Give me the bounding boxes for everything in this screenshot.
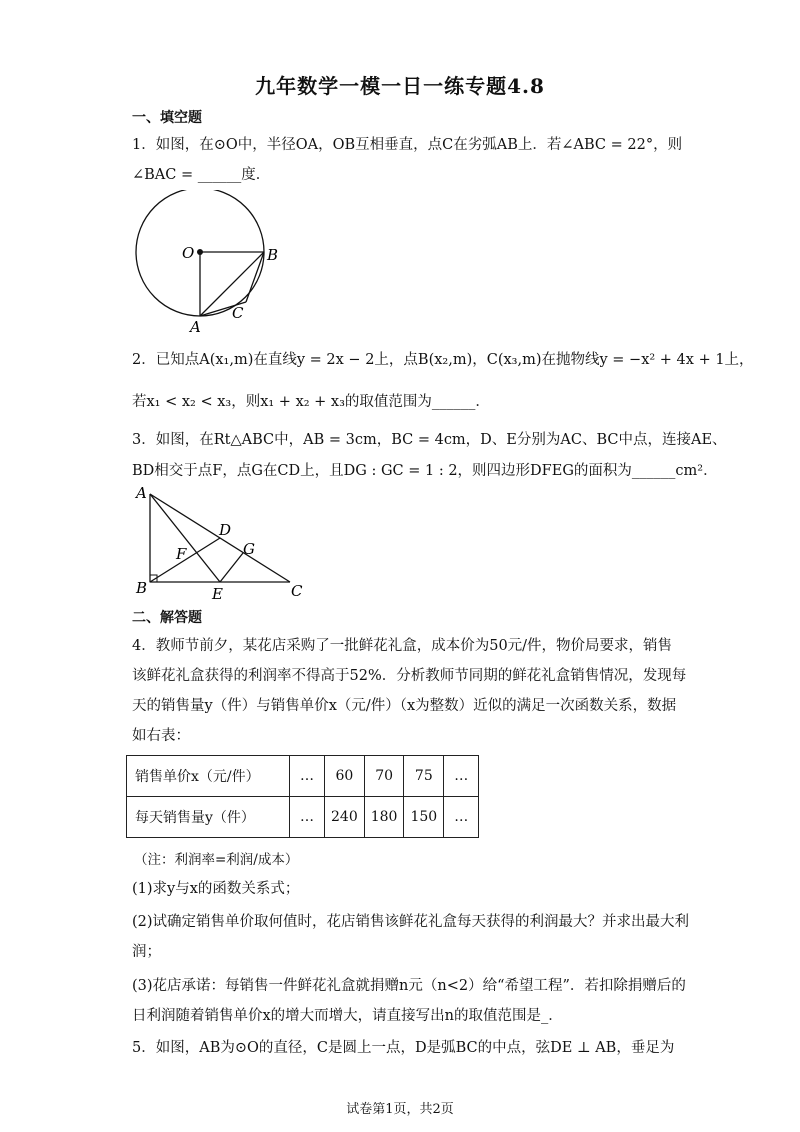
page-footer: 试卷第1页，共2页 — [346, 1102, 454, 1117]
table-cell: … — [290, 797, 325, 838]
table-header-price: 销售单价x（元/件） — [127, 756, 290, 797]
table-cell: 70 — [364, 756, 404, 797]
label-c: C — [232, 304, 244, 322]
table-cell: 60 — [325, 756, 365, 797]
table-cell: … — [290, 756, 325, 797]
label-b: B — [136, 579, 148, 597]
center-point — [197, 249, 203, 255]
q4-part3-line1: (3)花店承诺：每销售一件鲜花礼盒就捐赠n元（n<2）给“希望工程”．若扣除捐赠后的 — [132, 978, 686, 994]
q3-line2: BD相交于点F，点G在CD上，且DG : GC = 1 : 2，则四边形DFEG的面积为______cm²． — [132, 463, 718, 479]
label-c: C — [291, 582, 303, 600]
table-cell: … — [444, 797, 479, 838]
q5-line1: 5．如图，AB为⊙O的直径，C是圆上一点，D是弧BC的中点，弦DE ⊥ AB，垂足为 — [132, 1040, 675, 1056]
table-cell: 75 — [404, 756, 444, 797]
chord-bc — [246, 252, 264, 302]
segment-ae — [150, 494, 220, 582]
page-title: 九年数学一模一日一练专题4.8 — [255, 74, 545, 98]
q3-triangle-figure — [130, 482, 310, 604]
table-cell: 180 — [364, 797, 404, 838]
label-g: G — [243, 540, 255, 558]
q2-line2: 若x₁ < x₂ < x₃，则x₁ + x₂ + x₃的取值范围为______． — [132, 394, 490, 410]
q4-part2-line1: (2)试确定销售单价取何值时，花店销售该鲜花礼盒每天获得的利润最大？并求出最大利 — [132, 914, 690, 930]
q4-line2: 该鲜花礼盒获得的利润率不得高于52%．分析教师节同期的鲜花礼盒销售情况，发现每 — [132, 668, 687, 684]
q4-part1: (1)求y与x的函数关系式； — [132, 881, 300, 897]
table-cell: 240 — [325, 797, 365, 838]
section-heading-fill-blank: 一、填空题 — [132, 110, 202, 126]
label-d: D — [219, 521, 232, 539]
q4-line1: 4．教师节前夕，某花店采购了一批鲜花礼盒，成本价为50元/件，物价局要求，销售 — [132, 638, 673, 654]
table-cell: 150 — [404, 797, 444, 838]
q4-part2-line2: 润； — [132, 944, 161, 960]
q4-line4: 如右表： — [132, 728, 190, 744]
q3-line1: 3．如图，在Rt△ABC中，AB = 3cm，BC = 4cm，D、E分别为AC、BC中点，连接AE、 — [132, 432, 727, 448]
table-row — [127, 756, 479, 797]
q4-line3: 天的销售量y（件）与销售单价x（元/件）（x为整数）近似的满足一次函数关系，数据 — [132, 698, 677, 714]
q1-line2: ∠BAC = ______度． — [132, 167, 271, 183]
table-cell: … — [444, 756, 479, 797]
q1-line1: 1．如图，在⊙O中，半径OA，OB互相垂直，点C在劣弧AB上．若∠ABC = 22°，则 — [132, 137, 683, 153]
label-e: E — [212, 585, 223, 603]
label-b: B — [267, 246, 278, 264]
label-o: O — [182, 244, 195, 262]
label-a: A — [190, 318, 201, 336]
section-heading-answer: 二、解答题 — [132, 610, 202, 626]
q4-data-table — [126, 755, 479, 838]
q1-circle-figure — [128, 190, 278, 340]
table-header-quantity: 每天销售量y（件） — [127, 797, 290, 838]
q4-part3-line2: 日利润随着销售单价x的增大而增大，请直接写出n的取值范围是_． — [132, 1008, 563, 1024]
segment-eg — [220, 553, 243, 582]
label-a: A — [136, 484, 147, 502]
label-f: F — [176, 545, 187, 563]
table-row — [127, 797, 479, 838]
q4-note: （注：利润率=利润/成本） — [134, 852, 299, 868]
q2-line1: 2．已知点A(x₁,m)在直线y = 2x − 2上，点B(x₂,m)，C(x₃,m)在抛物线y = −x² + 4x + 1上， — [132, 352, 754, 368]
